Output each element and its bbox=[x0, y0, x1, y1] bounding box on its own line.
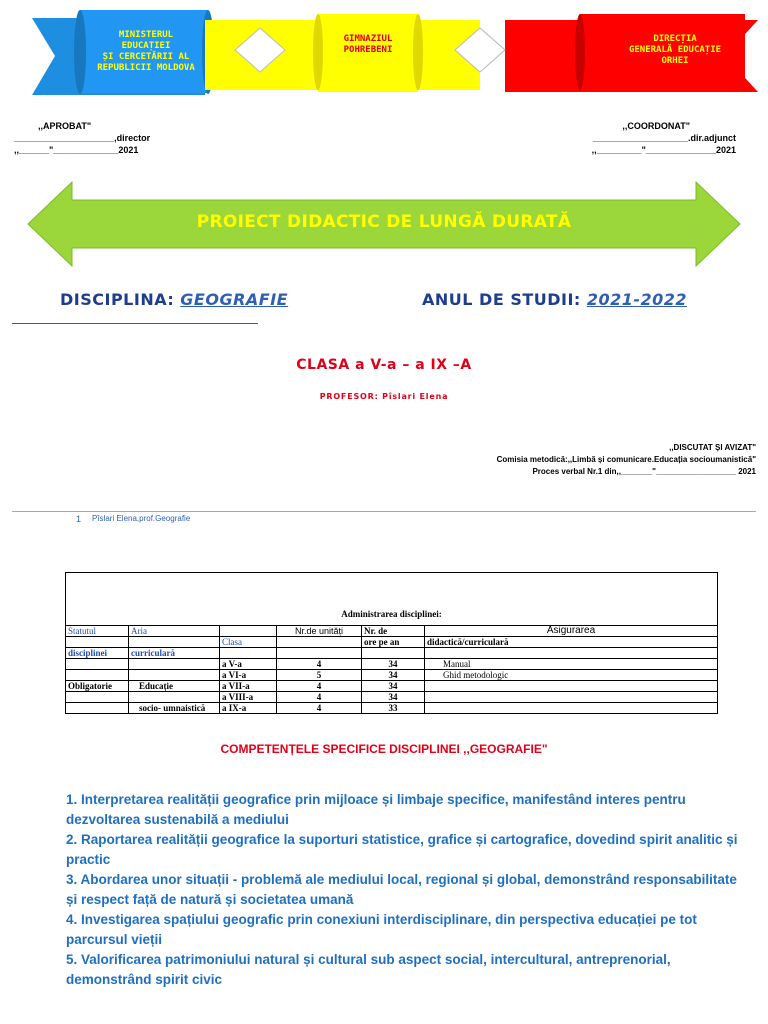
footer-author: Pîslari Elena,prof.Geografie bbox=[92, 514, 191, 523]
status-cell: Obligatorie bbox=[66, 681, 129, 692]
approved-label: ,,APROBAT" bbox=[38, 121, 92, 131]
area-cell: Educație bbox=[129, 681, 220, 692]
status-cell bbox=[66, 670, 129, 681]
ministry-line: EDUCAȚIEI bbox=[121, 41, 171, 51]
units-cell: 4 bbox=[277, 703, 362, 714]
school-line: POHREBENI bbox=[343, 45, 393, 55]
table-cell bbox=[362, 648, 425, 659]
competence-item: 5. Valorificarea patrimoniului natural și cultural sub aspect social, intercultural, antreprenorial, demonstrând spirit civic bbox=[66, 952, 671, 987]
table-cell bbox=[425, 648, 718, 659]
table-title-row bbox=[66, 573, 718, 620]
methodical-commission: Comisia metodică:,,Limbă și comunicare.Educația socioumanistică" bbox=[496, 455, 756, 464]
header-curricular: curriculară bbox=[129, 648, 220, 659]
table-row bbox=[66, 703, 718, 714]
direction-line: GENERALĂ EDUCAȚIE bbox=[628, 45, 722, 55]
ministry-line: MINISTERUL bbox=[118, 30, 174, 40]
table-row bbox=[66, 670, 718, 681]
competences-title: COMPETENȚELE SPECIFICE DISCIPLINEI ,,GEOGRAFIE" bbox=[220, 742, 548, 756]
footer-page-number: 1 bbox=[76, 514, 82, 524]
resource-cell bbox=[425, 703, 718, 714]
area-cell: socio- umnaistică bbox=[129, 703, 220, 714]
table-title: Administrarea disciplinei: bbox=[66, 573, 718, 620]
discipline-line bbox=[60, 290, 288, 309]
header-number: Nr. de bbox=[362, 626, 425, 637]
header-provision: Asigurarea bbox=[425, 626, 718, 637]
page-title: PROIECT DIDACTIC DE LUNGĂ DURATĂ bbox=[196, 212, 572, 232]
table-cell bbox=[277, 648, 362, 659]
header-units: Nr.de unități bbox=[277, 626, 362, 637]
study-year-line bbox=[422, 290, 687, 309]
hours-cell: 33 bbox=[362, 703, 425, 714]
resource-cell: Ghid metodologic bbox=[425, 670, 718, 681]
hours-cell: 34 bbox=[362, 670, 425, 681]
header-discipline: disciplinei bbox=[66, 648, 129, 659]
resource-cell: Manual bbox=[425, 659, 718, 670]
units-cell: 4 bbox=[277, 659, 362, 670]
resource-cell bbox=[425, 692, 718, 703]
table-row bbox=[66, 681, 718, 692]
class-cell: a VII-a bbox=[220, 681, 277, 692]
study-year-label: ANUL DE STUDII: bbox=[422, 290, 581, 309]
class-cell: a VIII-a bbox=[220, 692, 277, 703]
coordinated-block bbox=[592, 120, 736, 156]
approved-block bbox=[14, 120, 150, 156]
ministry-label bbox=[84, 30, 208, 74]
approved-date-line: ,,______"_____________2021 bbox=[14, 145, 139, 155]
status-cell bbox=[66, 692, 129, 703]
area-cell bbox=[129, 659, 220, 670]
approved-director-line: ____________________,director bbox=[14, 133, 151, 143]
table-cell bbox=[66, 637, 129, 648]
school-line: GIMNAZIUL bbox=[343, 34, 393, 44]
coordinated-deputy-line: ___________________.dir.adjunct bbox=[592, 133, 736, 143]
class-cell: a IX-a bbox=[220, 703, 277, 714]
minutes-line: Proces verbal Nr.1 din,,_______"__________________ 2021 bbox=[532, 467, 756, 476]
header-didactic: didactică/curriculară bbox=[425, 637, 718, 648]
study-year-value: 2021-2022 bbox=[586, 290, 688, 309]
header-hours: ore pe an bbox=[362, 637, 425, 648]
table-cell bbox=[220, 648, 277, 659]
discipline-value: GEOGRAFIE bbox=[180, 290, 289, 309]
direction-line: DIRECȚIA bbox=[653, 34, 697, 44]
competence-item: 4. Investigarea spațiului geografic prin conexiuni interdisciplinare, din perspectiva educației pe tot parcursul vieții bbox=[66, 912, 697, 947]
table-row bbox=[66, 659, 718, 670]
units-cell: 4 bbox=[277, 681, 362, 692]
coordinated-date-line: ,,_________"______________2021 bbox=[591, 145, 736, 155]
header-status: Statutul bbox=[66, 626, 129, 637]
table-header-row bbox=[66, 637, 718, 648]
ministry-line: ȘI CERCETĂRII AL bbox=[102, 52, 190, 62]
footer-divider bbox=[12, 511, 756, 512]
table-header-row bbox=[66, 626, 718, 637]
direction-label bbox=[590, 34, 760, 67]
table-cell bbox=[277, 637, 362, 648]
table-cell bbox=[129, 637, 220, 648]
area-cell bbox=[129, 670, 220, 681]
discussed-label: ,,DISCUTAT ȘI AVIZAT" bbox=[669, 443, 756, 452]
class-cell: a V-a bbox=[220, 659, 277, 670]
competence-item: 2. Raportarea realității geografice la suporturi statistice, grafice și cartografice, dovedind spirit analitic și practic bbox=[66, 832, 738, 867]
status-cell bbox=[66, 659, 129, 670]
direction-line: ORHEI bbox=[661, 56, 689, 66]
class-line: CLASA a V-a – a IX –A bbox=[296, 357, 472, 373]
table-cell bbox=[220, 626, 277, 637]
resource-cell bbox=[425, 681, 718, 692]
ministry-line: REPUBLICII MOLDOVA bbox=[97, 63, 195, 73]
school-label bbox=[318, 34, 418, 56]
hours-cell: 34 bbox=[362, 681, 425, 692]
teacher-line: PROFESOR: Pîslari Elena bbox=[319, 392, 449, 401]
status-cell bbox=[66, 703, 129, 714]
hours-cell: 34 bbox=[362, 692, 425, 703]
table-row bbox=[66, 692, 718, 703]
class-cell: a VI-a bbox=[220, 670, 277, 681]
header-class: Clasa bbox=[220, 637, 277, 648]
coordinated-label: ,,COORDONAT" bbox=[622, 121, 690, 131]
discussed-block bbox=[497, 442, 756, 478]
units-cell: 5 bbox=[277, 670, 362, 681]
divider bbox=[12, 323, 258, 324]
hours-cell: 34 bbox=[362, 659, 425, 670]
administration-table bbox=[65, 572, 718, 714]
competence-item: 1. Interpretarea realității geografice prin mijloace și limbaje specifice, manifestând interes pentru dezvoltarea sustenabilă a mediului bbox=[66, 792, 686, 827]
table-header-row bbox=[66, 648, 718, 659]
competence-item: 3. Abordarea unor situații - problemă ale mediului local, regional și global, demonstrând responsabilitate și respect față de natură și societatea umană bbox=[66, 872, 737, 907]
header-area: Aria bbox=[129, 626, 220, 637]
discipline-label: DISCIPLINA: bbox=[60, 290, 175, 309]
area-cell bbox=[129, 692, 220, 703]
units-cell: 4 bbox=[277, 692, 362, 703]
